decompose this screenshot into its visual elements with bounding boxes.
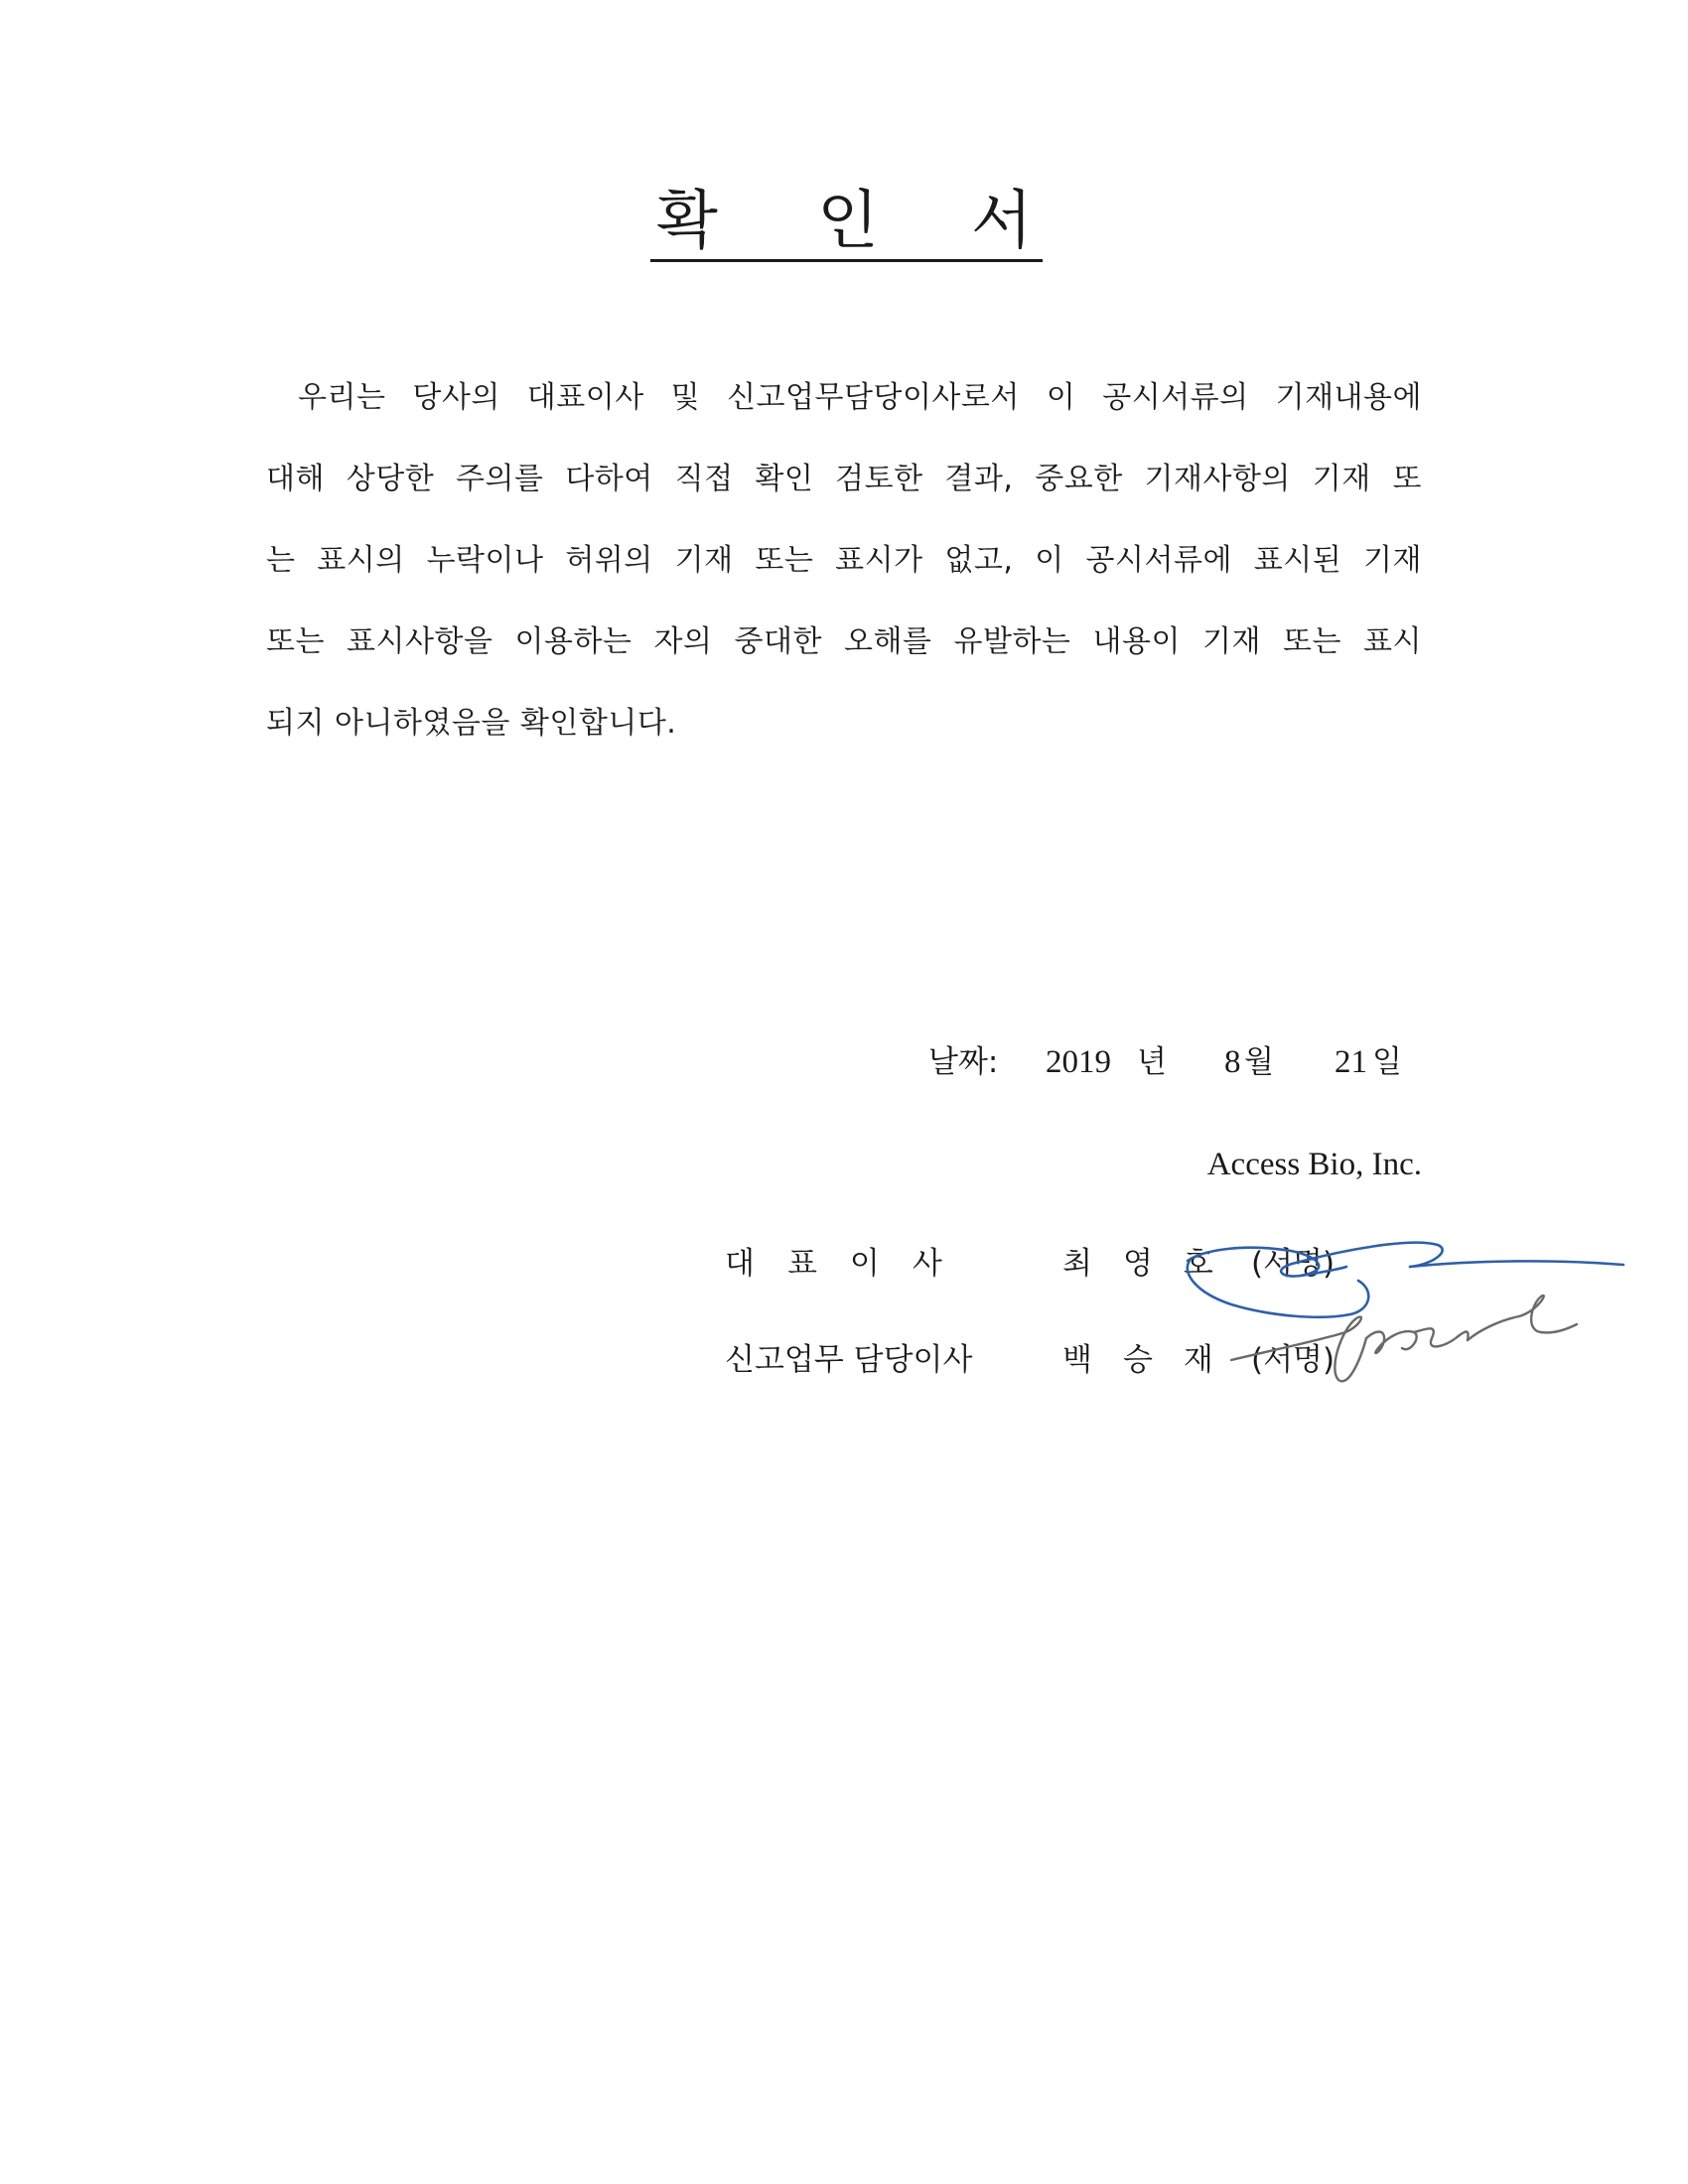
signatory-name: 백승재 [1062,1342,1244,1378]
date-month-unit: 월 [1244,1044,1274,1080]
blue-signature [1188,1243,1623,1317]
title-char: 인 [817,185,879,258]
signatory-name: 최영호 [1062,1246,1244,1282]
signature-mark-label: (서명) [1251,1342,1336,1378]
date-year: 2019 [1046,1044,1111,1080]
date-day: 21 [1335,1044,1367,1080]
statement-line: 또는 표시사항을 이용하는 자의 중대한 오해를 유발하는 내용이 기재 또는 표시 [266,624,1422,659]
date-year-unit: 년 [1137,1044,1167,1080]
confirmation-statement [266,357,1422,764]
gray-signature [1231,1296,1577,1382]
date-label: 날짜: [928,1044,999,1080]
signatory-role: 대표이사 [725,1246,975,1282]
date-day-unit: 일 [1372,1044,1402,1080]
date-month: 8 [1224,1044,1241,1080]
title-char: 서 [971,185,1033,258]
signature-mark-label: (서명) [1251,1246,1336,1282]
date-line [928,1037,1425,1087]
company-name: Access Bio, Inc. [1206,1147,1422,1182]
statement-line: 는 표시의 누락이나 허위의 기재 또는 표시가 없고, 이 공시서류에 표시된 기재 [266,543,1423,578]
statement-line: 대해 상당한 주의를 다하여 직접 확인 검토한 결과, 중요한 기재사항의 기재 또 [266,462,1422,496]
statement-line: 되지 아니하였음을 확인합니다. [266,706,677,741]
title-char: 확 [656,185,718,258]
signatory-role: 신고업무 담당이사 [725,1342,973,1378]
document-title [650,184,1043,262]
statement-line: 우리는 당사의 대표이사 및 신고업무담당이사로서 이 공시서류의 기재내용에 [298,380,1422,415]
handwritten-signatures [1172,1221,1628,1410]
